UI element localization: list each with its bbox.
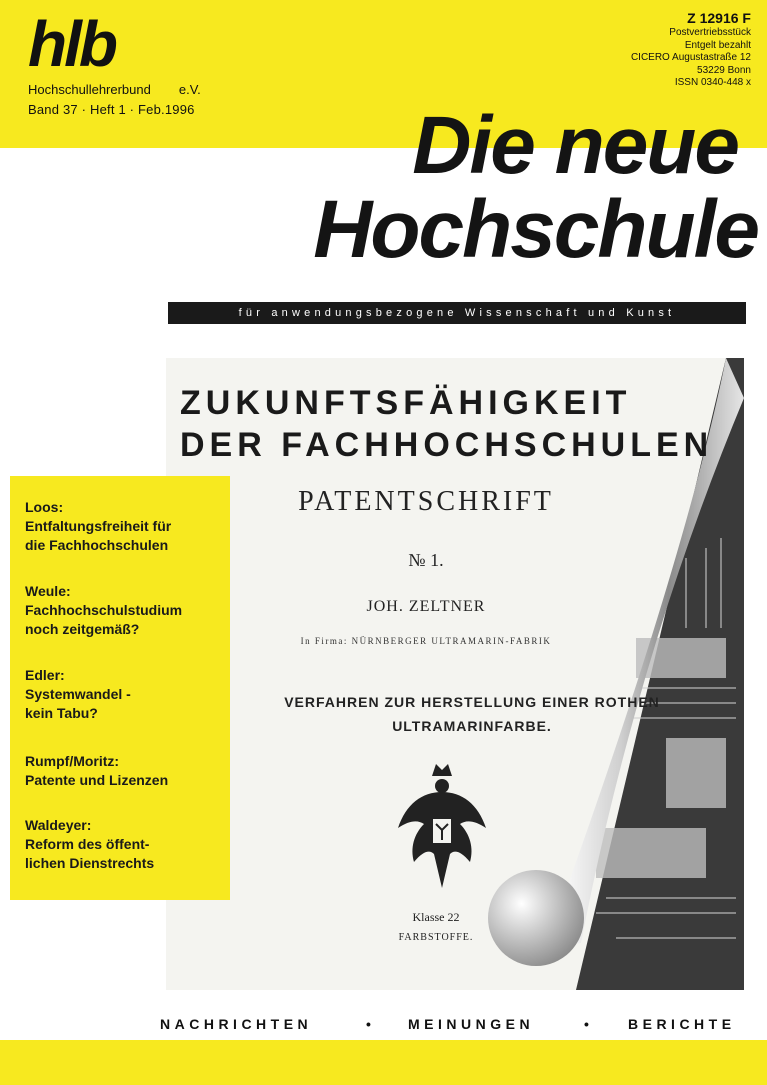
postal-block	[631, 10, 751, 90]
hlb-logo: hlb	[28, 8, 115, 80]
toc-line: Reform des öffent-	[25, 836, 150, 852]
process-line-2: ULTRAMARINFARBE.	[392, 718, 552, 734]
magazine-title	[168, 100, 758, 275]
footer-nachrichten: NACHRICHTEN	[160, 1016, 313, 1032]
toc-line: kein Tabu?	[25, 705, 98, 721]
patent-inventor: JOH. ZELTNER	[366, 598, 486, 615]
toc-item[interactable]	[25, 582, 225, 639]
footer-separator: •	[366, 1016, 376, 1032]
cover-headline	[180, 382, 713, 466]
footer-berichte: BERICHTE	[628, 1016, 736, 1032]
patent-title: PATENTSCHRIFT	[298, 486, 554, 517]
toc-item[interactable]	[25, 666, 225, 723]
toc-item[interactable]	[25, 752, 225, 790]
patent-klasse: Klasse 22	[412, 910, 460, 924]
table-of-contents	[10, 476, 230, 900]
toc-line: Systemwandel -	[25, 686, 131, 702]
toc-author: Loos:	[25, 499, 64, 515]
z-number: Z 12916 F	[687, 10, 751, 26]
patent-firm: In Firma: NÜRNBERGER ULTRAMARIN-FABRIK	[300, 636, 552, 646]
toc-item[interactable]	[25, 498, 225, 555]
tagline-bar: für anwendungsbezogene Wissenschaft und Kunst	[168, 302, 746, 324]
org-suffix: e.V.	[178, 82, 201, 97]
toc-author: Waldeyer:	[25, 817, 92, 833]
postal-line-2: Entgelt bezahlt	[684, 39, 751, 51]
headline-line-1: ZUKUNFTSFÄHIGKEIT	[180, 384, 632, 422]
title-line-1: Die neue	[412, 100, 738, 191]
footer-meinungen: MEINUNGEN	[408, 1016, 535, 1032]
imperial-eagle-icon	[392, 758, 492, 898]
organization-label: Hochschullehrerbund	[28, 82, 151, 97]
toc-line: die Fachhochschulen	[25, 537, 169, 553]
postal-line-1: Postvertriebsstück	[669, 27, 751, 38]
patent-process	[252, 690, 692, 738]
toc-item[interactable]	[25, 816, 225, 873]
title-line-2: Hochschule	[313, 184, 758, 275]
postal-line-4: 53229 Bonn	[697, 64, 751, 76]
toc-line: Entfaltungsfreiheit für	[25, 518, 172, 534]
bottom-yellow-band	[0, 1040, 767, 1085]
issue-line: Band 37 · Heft 1 · Feb.1996	[28, 102, 195, 117]
issn: ISSN 0340-448 x	[674, 77, 751, 88]
patent-category: FARBSTOFFE.	[398, 932, 474, 943]
process-line-1: VERFAHREN ZUR HERSTELLUNG EINER ROTHEN	[284, 694, 660, 710]
cover-image	[166, 358, 744, 990]
toc-line: Patente und Lizenzen	[25, 772, 169, 788]
toc-line: noch zeitgemäß?	[25, 621, 140, 637]
toc-author: Edler:	[25, 667, 65, 683]
footer-separator: •	[584, 1016, 594, 1032]
toc-line: Fachhochschulstudium	[25, 602, 183, 618]
headline-line-2: DER FACHHOCHSCHULEN	[180, 426, 714, 464]
footer-sections	[0, 1016, 767, 1036]
toc-author: Rumpf/Moritz:	[25, 753, 120, 769]
toc-line: lichen Dienstrechts	[25, 855, 155, 871]
organization-name	[28, 82, 201, 97]
postal-line-3: CICERO Augustastraße 12	[630, 52, 751, 63]
toc-author: Weule:	[25, 583, 71, 599]
patent-number: № 1.	[408, 550, 444, 570]
